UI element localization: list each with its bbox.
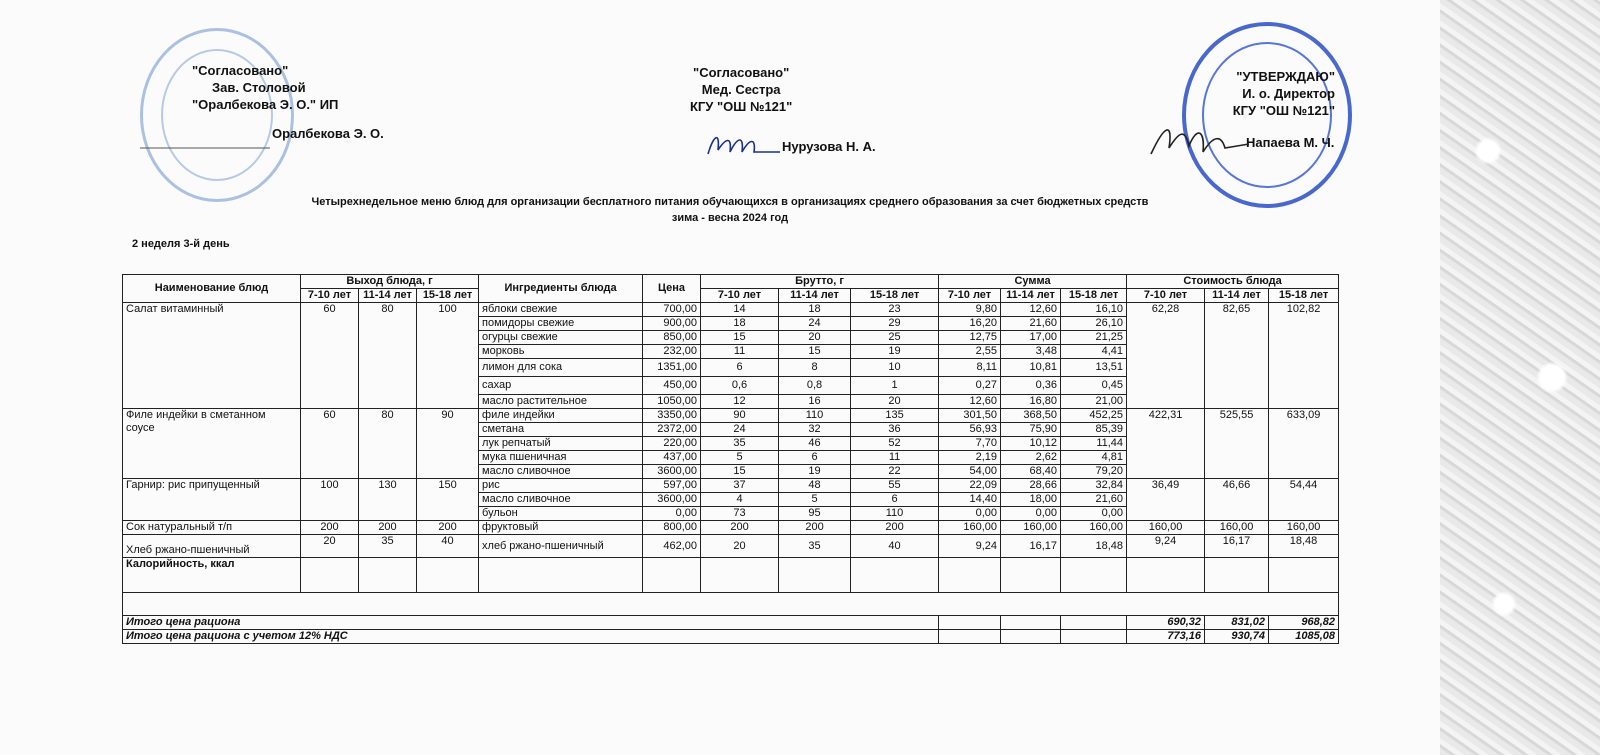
dish-output-age2: 80 xyxy=(359,303,417,409)
dish-output-age2: 80 xyxy=(359,409,417,479)
dish-name: Сок натуральный т/п xyxy=(123,521,301,535)
ingredient-price: 220,00 xyxy=(643,437,701,451)
ingredient-name: морковь xyxy=(479,345,643,359)
brutto-age1: 15 xyxy=(701,331,779,345)
menu-table xyxy=(122,274,1339,644)
sum-age2: 12,60 xyxy=(1001,303,1061,317)
calories-label: Калорийность, ккал xyxy=(123,558,301,593)
empty-cell xyxy=(939,630,1001,644)
total-vat-age1: 773,16 xyxy=(1127,630,1205,644)
sum-age3: 0,45 xyxy=(1061,377,1127,395)
dish-cost-age2: 160,00 xyxy=(1205,521,1269,535)
ingredient-price: 3600,00 xyxy=(643,493,701,507)
sum-age1: 2,55 xyxy=(939,345,1001,359)
dish-name: Салат витаминный xyxy=(123,303,301,409)
brutto-age3: 52 xyxy=(851,437,939,451)
ingredient-price: 1351,00 xyxy=(643,359,701,377)
dish-name: Хлеб ржано-пшеничный xyxy=(123,535,301,558)
brutto-age1: 37 xyxy=(701,479,779,493)
dish-output-age1: 20 xyxy=(301,535,359,558)
empty-cell xyxy=(851,558,939,593)
sum-age1: 0,00 xyxy=(939,507,1001,521)
total-vat-age3: 1085,08 xyxy=(1269,630,1339,644)
sum-age1: 14,40 xyxy=(939,493,1001,507)
ingredient-price: 0,00 xyxy=(643,507,701,521)
brutto-age1: 0,6 xyxy=(701,377,779,395)
dish-name: Гарнир: рис припущенный xyxy=(123,479,301,521)
total-label: Итого цена рациона xyxy=(123,616,939,630)
sum-age3: 4,41 xyxy=(1061,345,1127,359)
brutto-age1: 4 xyxy=(701,493,779,507)
sum-age1: 9,24 xyxy=(939,535,1001,558)
brutto-age1: 12 xyxy=(701,395,779,409)
total-vat-row xyxy=(123,630,1339,644)
dish-cost-age3: 633,09 xyxy=(1269,409,1339,479)
dish-cost-age1: 422,31 xyxy=(1127,409,1205,479)
sum-age3: 16,10 xyxy=(1061,303,1127,317)
empty-cell xyxy=(359,558,417,593)
right-approval-position: И. о. Директор xyxy=(1242,86,1335,101)
brutto-age1: 90 xyxy=(701,409,779,423)
ingredient-name: фруктовый xyxy=(479,521,643,535)
empty-cell xyxy=(1061,616,1127,630)
dish-output-age3: 40 xyxy=(417,535,479,558)
sum-age2: 17,00 xyxy=(1001,331,1061,345)
total-vat-label: Итого цена рациона с учетом 12% НДС xyxy=(123,630,939,644)
total-age3: 968,82 xyxy=(1269,616,1339,630)
ingredient-name: масло сливочное xyxy=(479,465,643,479)
sum-age1: 12,75 xyxy=(939,331,1001,345)
header-brutto-age1: 7-10 лет xyxy=(701,289,779,303)
ingredient-name: сметана xyxy=(479,423,643,437)
ingredient-name: хлеб ржано-пшеничный xyxy=(479,535,643,558)
brutto-age1: 15 xyxy=(701,465,779,479)
ingredient-price: 437,00 xyxy=(643,451,701,465)
brutto-age2: 16 xyxy=(779,395,851,409)
ingredient-price: 3600,00 xyxy=(643,465,701,479)
center-approval-title: "Согласовано" xyxy=(693,65,790,80)
brutto-age2: 200 xyxy=(779,521,851,535)
brutto-age2: 35 xyxy=(779,535,851,558)
table-row xyxy=(123,521,1339,535)
empty-cell xyxy=(779,558,851,593)
sum-age3: 160,00 xyxy=(1061,521,1127,535)
sum-age1: 12,60 xyxy=(939,395,1001,409)
brutto-age3: 200 xyxy=(851,521,939,535)
empty-cell xyxy=(1205,558,1269,593)
brutto-age2: 19 xyxy=(779,465,851,479)
brutto-age2: 18 xyxy=(779,303,851,317)
header-sum-age3: 15-18 лет xyxy=(1061,289,1127,303)
right-approval-block xyxy=(1205,68,1335,119)
brutto-age2: 5 xyxy=(779,493,851,507)
center-signature xyxy=(704,128,784,164)
sum-age2: 0,36 xyxy=(1001,377,1061,395)
ingredient-name: масло сливочное xyxy=(479,493,643,507)
brutto-age3: 23 xyxy=(851,303,939,317)
sum-age2: 16,17 xyxy=(1001,535,1061,558)
brutto-age2: 8 xyxy=(779,359,851,377)
dish-output-age3: 100 xyxy=(417,303,479,409)
brutto-age2: 46 xyxy=(779,437,851,451)
dish-cost-age1: 9,24 xyxy=(1127,535,1205,558)
brutto-age2: 48 xyxy=(779,479,851,493)
document-title-line1: Четырехнедельное меню блюд для организации бесплатного питания обучающихся в организациях среднего образования за счет бюджетных средств xyxy=(311,196,1149,208)
dish-output-age1: 60 xyxy=(301,409,359,479)
brutto-age2: 32 xyxy=(779,423,851,437)
header-cost-age1: 7-10 лет xyxy=(1127,289,1205,303)
ingredient-name: мука пшеничная xyxy=(479,451,643,465)
brutto-age3: 19 xyxy=(851,345,939,359)
header-brutto: Брутто, г xyxy=(701,275,939,289)
brutto-age2: 20 xyxy=(779,331,851,345)
sum-age3: 11,44 xyxy=(1061,437,1127,451)
total-age1: 690,32 xyxy=(1127,616,1205,630)
empty-cell xyxy=(939,558,1001,593)
dish-output-age3: 150 xyxy=(417,479,479,521)
dish-output-age1: 100 xyxy=(301,479,359,521)
header-ingredients: Ингредиенты блюда xyxy=(479,275,643,303)
center-approval-name: Нурузова Н. А. xyxy=(782,139,876,154)
empty-cell xyxy=(1001,616,1061,630)
total-row xyxy=(123,616,1339,630)
brutto-age3: 11 xyxy=(851,451,939,465)
dish-output-age1: 60 xyxy=(301,303,359,409)
right-signature xyxy=(1145,118,1255,168)
sum-age2: 21,60 xyxy=(1001,317,1061,331)
ingredient-name: бульон xyxy=(479,507,643,521)
brutto-age3: 22 xyxy=(851,465,939,479)
brutto-age1: 200 xyxy=(701,521,779,535)
dish-output-age2: 200 xyxy=(359,521,417,535)
brutto-age1: 11 xyxy=(701,345,779,359)
sum-age3: 13,51 xyxy=(1061,359,1127,377)
header-brutto-age2: 11-14 лет xyxy=(779,289,851,303)
spacer-row xyxy=(123,593,1339,616)
brutto-age3: 25 xyxy=(851,331,939,345)
brutto-age2: 15 xyxy=(779,345,851,359)
sum-age3: 26,10 xyxy=(1061,317,1127,331)
ingredient-price: 850,00 xyxy=(643,331,701,345)
sum-age3: 21,60 xyxy=(1061,493,1127,507)
brutto-age2: 0,8 xyxy=(779,377,851,395)
dish-output-age3: 200 xyxy=(417,521,479,535)
ingredient-price: 462,00 xyxy=(643,535,701,558)
sum-age1: 2,19 xyxy=(939,451,1001,465)
ingredient-name: лимон для сока xyxy=(479,359,643,377)
sum-age3: 4,81 xyxy=(1061,451,1127,465)
brutto-age3: 55 xyxy=(851,479,939,493)
sum-age2: 28,66 xyxy=(1001,479,1061,493)
dish-cost-age3: 160,00 xyxy=(1269,521,1339,535)
dish-cost-age1: 36,49 xyxy=(1127,479,1205,521)
sum-age1: 54,00 xyxy=(939,465,1001,479)
ingredient-name: филе индейки xyxy=(479,409,643,423)
dish-name: Филе индейки в сметанном соусе xyxy=(123,409,301,479)
empty-cell xyxy=(643,558,701,593)
dish-cost-age2: 525,55 xyxy=(1205,409,1269,479)
header-cost: Стоимость блюда xyxy=(1127,275,1339,289)
sum-age3: 21,25 xyxy=(1061,331,1127,345)
header-dish: Наименование блюд xyxy=(123,275,301,303)
brutto-age3: 29 xyxy=(851,317,939,331)
sum-age1: 7,70 xyxy=(939,437,1001,451)
dish-cost-age1: 62,28 xyxy=(1127,303,1205,409)
brutto-age1: 6 xyxy=(701,359,779,377)
sum-age2: 10,81 xyxy=(1001,359,1061,377)
ingredient-price: 1050,00 xyxy=(643,395,701,409)
sum-age1: 0,27 xyxy=(939,377,1001,395)
ingredient-price: 800,00 xyxy=(643,521,701,535)
left-approval-org: "Оралбекова Э. О." ИП xyxy=(192,97,339,112)
ingredient-name: помидоры свежие xyxy=(479,317,643,331)
header-cost-age2: 11-14 лет xyxy=(1205,289,1269,303)
dish-cost-age1: 160,00 xyxy=(1127,521,1205,535)
brutto-age1: 73 xyxy=(701,507,779,521)
empty-cell xyxy=(701,558,779,593)
brutto-age3: 110 xyxy=(851,507,939,521)
empty-cell xyxy=(1001,630,1061,644)
ingredient-price: 232,00 xyxy=(643,345,701,359)
brutto-age2: 95 xyxy=(779,507,851,521)
ingredient-name: сахар xyxy=(479,377,643,395)
sum-age2: 368,50 xyxy=(1001,409,1061,423)
document-title-line2: зима - весна 2024 год xyxy=(671,212,789,224)
sum-age2: 68,40 xyxy=(1001,465,1061,479)
ingredient-price: 700,00 xyxy=(643,303,701,317)
ingredient-price: 450,00 xyxy=(643,377,701,395)
empty-cell xyxy=(1001,558,1061,593)
sum-age2: 160,00 xyxy=(1001,521,1061,535)
brutto-age3: 36 xyxy=(851,423,939,437)
table-row xyxy=(123,409,1339,423)
brutto-age2: 6 xyxy=(779,451,851,465)
right-approval-name: Напаева М. Ч. xyxy=(1246,135,1335,150)
dish-output-age2: 35 xyxy=(359,535,417,558)
sum-age2: 16,80 xyxy=(1001,395,1061,409)
empty-cell xyxy=(479,558,643,593)
dish-cost-age2: 82,65 xyxy=(1205,303,1269,409)
sum-age2: 10,12 xyxy=(1001,437,1061,451)
menu-table-footer xyxy=(123,558,1339,644)
dish-cost-age3: 54,44 xyxy=(1269,479,1339,521)
sum-age3: 21,00 xyxy=(1061,395,1127,409)
left-approval-title: "Согласовано" xyxy=(192,63,289,78)
header-brutto-age3: 15-18 лет xyxy=(851,289,939,303)
brutto-age1: 14 xyxy=(701,303,779,317)
brutto-age1: 20 xyxy=(701,535,779,558)
header-sum-age2: 11-14 лет xyxy=(1001,289,1061,303)
empty-cell xyxy=(417,558,479,593)
brutto-age1: 5 xyxy=(701,451,779,465)
sum-age3: 18,48 xyxy=(1061,535,1127,558)
sum-age2: 75,90 xyxy=(1001,423,1061,437)
center-approval-position: Мед. Сестра xyxy=(701,82,781,97)
sum-age1: 301,50 xyxy=(939,409,1001,423)
sum-age3: 32,84 xyxy=(1061,479,1127,493)
sum-age1: 160,00 xyxy=(939,521,1001,535)
dish-output-age1: 200 xyxy=(301,521,359,535)
ingredient-price: 3350,00 xyxy=(643,409,701,423)
sum-age1: 9,80 xyxy=(939,303,1001,317)
left-signature xyxy=(140,128,280,158)
header-cost-age3: 15-18 лет xyxy=(1269,289,1339,303)
left-approval-position: Зав. Столовой xyxy=(212,80,306,95)
sum-age1: 8,11 xyxy=(939,359,1001,377)
dish-cost-age3: 102,82 xyxy=(1269,303,1339,409)
sum-age3: 0,00 xyxy=(1061,507,1127,521)
header-price: Цена xyxy=(643,275,701,303)
dish-cost-age3: 18,48 xyxy=(1269,535,1339,558)
brutto-age1: 24 xyxy=(701,423,779,437)
dish-cost-age2: 46,66 xyxy=(1205,479,1269,521)
empty-cell xyxy=(1061,558,1127,593)
sum-age3: 452,25 xyxy=(1061,409,1127,423)
header-sum-age1: 7-10 лет xyxy=(939,289,1001,303)
brutto-age3: 6 xyxy=(851,493,939,507)
sum-age3: 85,39 xyxy=(1061,423,1127,437)
right-approval-title: "УТВЕРЖДАЮ" xyxy=(1236,69,1335,84)
brutto-age2: 24 xyxy=(779,317,851,331)
ingredient-name: яблоки свежие xyxy=(479,303,643,317)
document-title xyxy=(290,194,1170,226)
brutto-age2: 110 xyxy=(779,409,851,423)
table-row xyxy=(123,303,1339,317)
dish-output-age3: 90 xyxy=(417,409,479,479)
dish-output-age2: 130 xyxy=(359,479,417,521)
header-sum: Сумма xyxy=(939,275,1127,289)
ingredient-name: масло растительное xyxy=(479,395,643,409)
left-approval-name: Оралбекова Э. О. xyxy=(272,126,384,141)
header-output: Выход блюда, г xyxy=(301,275,479,289)
sum-age2: 18,00 xyxy=(1001,493,1061,507)
ingredient-name: лук репчатый xyxy=(479,437,643,451)
header-output-age2: 11-14 лет xyxy=(359,289,417,303)
brutto-age1: 18 xyxy=(701,317,779,331)
sum-age1: 16,20 xyxy=(939,317,1001,331)
brutto-age3: 40 xyxy=(851,535,939,558)
ingredient-price: 597,00 xyxy=(643,479,701,493)
lace-background xyxy=(1440,0,1600,755)
empty-cell xyxy=(1127,558,1205,593)
brutto-age3: 1 xyxy=(851,377,939,395)
ingredient-name: рис xyxy=(479,479,643,493)
empty-cell xyxy=(1269,558,1339,593)
empty-cell xyxy=(301,558,359,593)
right-approval-org: КГУ "ОШ №121" xyxy=(1232,103,1335,118)
table-row xyxy=(123,479,1339,493)
ingredient-price: 900,00 xyxy=(643,317,701,331)
sum-age2: 2,62 xyxy=(1001,451,1061,465)
header-output-age1: 7-10 лет xyxy=(301,289,359,303)
dish-cost-age2: 16,17 xyxy=(1205,535,1269,558)
total-vat-age2: 930,74 xyxy=(1205,630,1269,644)
sum-age1: 22,09 xyxy=(939,479,1001,493)
menu-table-body xyxy=(123,303,1339,558)
ingredient-price: 2372,00 xyxy=(643,423,701,437)
sum-age2: 0,00 xyxy=(1001,507,1061,521)
sum-age1: 56,93 xyxy=(939,423,1001,437)
header-output-age3: 15-18 лет xyxy=(417,289,479,303)
brutto-age3: 135 xyxy=(851,409,939,423)
center-approval-block xyxy=(690,64,792,115)
brutto-age1: 35 xyxy=(701,437,779,451)
brutto-age3: 10 xyxy=(851,359,939,377)
ingredient-name: огурцы свежие xyxy=(479,331,643,345)
table-row xyxy=(123,535,1339,558)
sum-age3: 79,20 xyxy=(1061,465,1127,479)
empty-cell xyxy=(1061,630,1127,644)
sum-age2: 3,48 xyxy=(1001,345,1061,359)
brutto-age3: 20 xyxy=(851,395,939,409)
menu-day-label: 2 неделя 3-й день xyxy=(132,238,230,250)
total-age2: 831,02 xyxy=(1205,616,1269,630)
empty-cell xyxy=(939,616,1001,630)
center-approval-org: КГУ "ОШ №121" xyxy=(690,99,793,114)
